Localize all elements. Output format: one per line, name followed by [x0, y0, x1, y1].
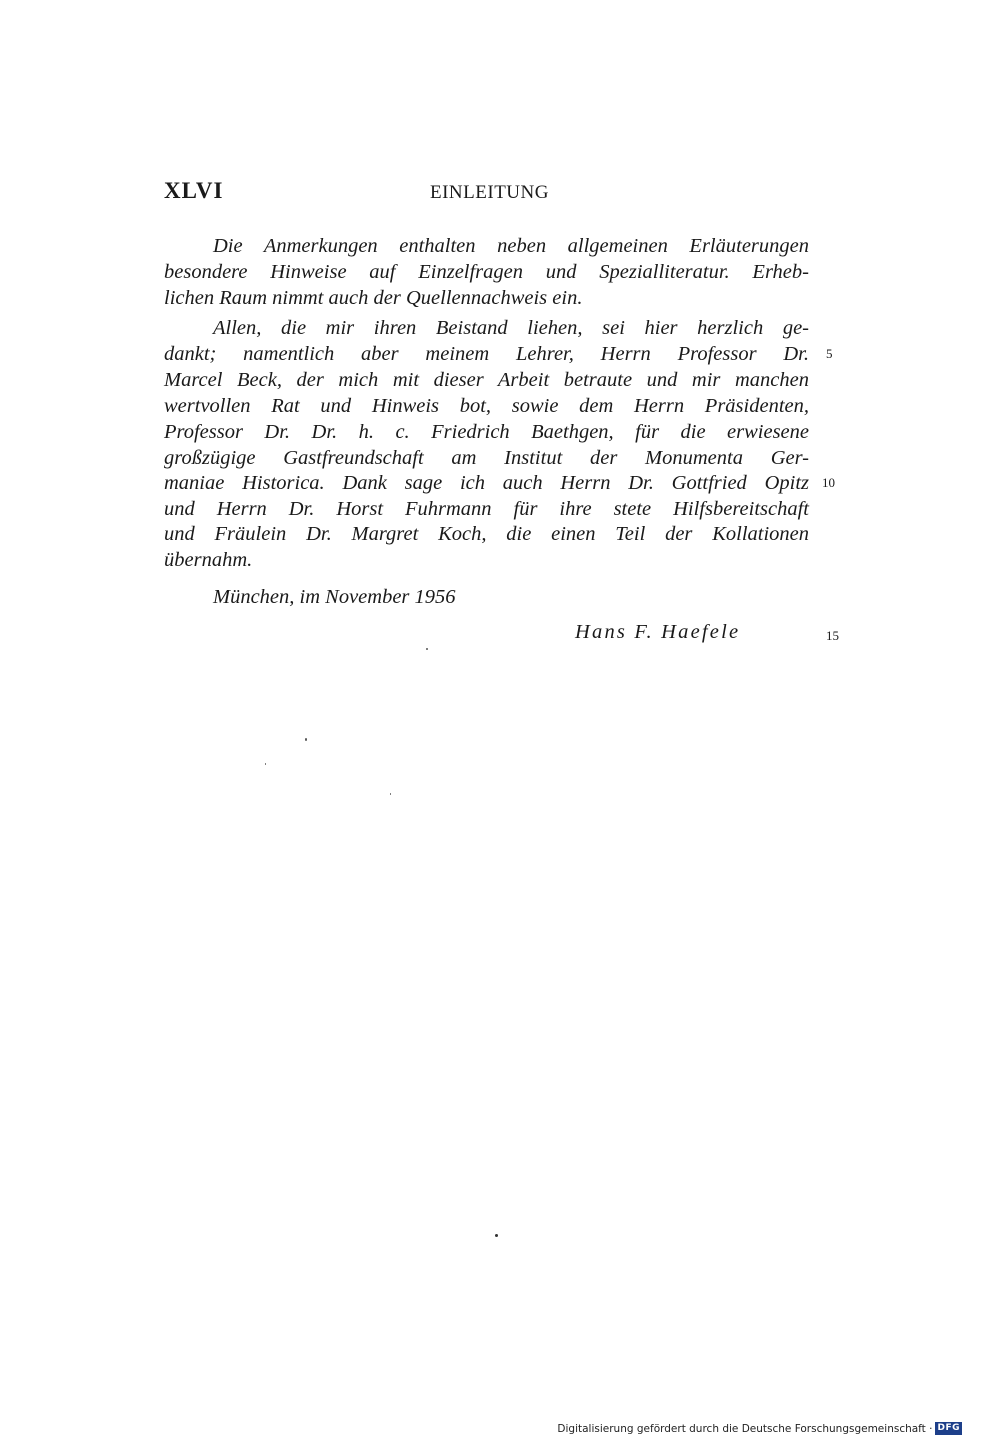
text-line: dankt; namentlich aber meinem Lehrer, Herrn Professor Dr. — [164, 343, 809, 365]
scan-speck — [390, 793, 391, 795]
line-number: 5 — [826, 346, 833, 361]
page-number: XLVI — [164, 178, 224, 203]
dfg-logo: DFG — [937, 1423, 960, 1433]
scan-speck — [265, 763, 266, 765]
text-line: besondere Hinweise auf Einzelfragen und Spezialliteratur. Erheb- — [164, 261, 809, 283]
line-number: 10 — [822, 475, 835, 490]
text-line: lichen Raum nimmt auch der Quellennachweis ein. — [164, 287, 583, 309]
text-line: und Fräulein Dr. Margret Koch, die einen Teil der Kollationen — [164, 523, 809, 545]
text-line: übernahm. — [164, 549, 253, 571]
running-head: EINLEITUNG — [430, 182, 549, 203]
scan-speck — [426, 648, 428, 650]
scan-speck — [495, 1234, 498, 1237]
text-line: maniae Historica. Dank sage ich auch Herrn Dr. Gottfried Opitz — [164, 472, 809, 494]
signature: Hans F. Haefele — [575, 621, 741, 643]
text-line: wertvollen Rat und Hinweis bot, sowie dem Herrn Präsidenten, — [164, 395, 809, 417]
scan-speck — [305, 738, 307, 741]
place-date: München, im November 1956 — [213, 586, 456, 608]
text-line: Allen, die mir ihren Beistand liehen, sei hier herzlich ge- — [213, 317, 809, 339]
text-line: und Herrn Dr. Horst Fuhrmann für ihre stete Hilfsbereitschaft — [164, 498, 809, 520]
text-line: Die Anmerkungen enthalten neben allgemeinen Erläuterungen — [213, 235, 809, 257]
line-number: 15 — [826, 628, 839, 643]
text-line: großzügige Gastfreundschaft am Institut der Monumenta Ger- — [164, 447, 809, 469]
credit-text: Digitalisierung gefördert durch die Deutsche Forschungsgemeinschaft · — [557, 1422, 933, 1435]
digitization-credit — [557, 1422, 962, 1435]
text-line: Professor Dr. Dr. h. c. Friedrich Baethgen, für die erwiesene — [164, 421, 809, 443]
text-line: Marcel Beck, der mich mit dieser Arbeit betraute und mir manchen — [164, 369, 809, 391]
